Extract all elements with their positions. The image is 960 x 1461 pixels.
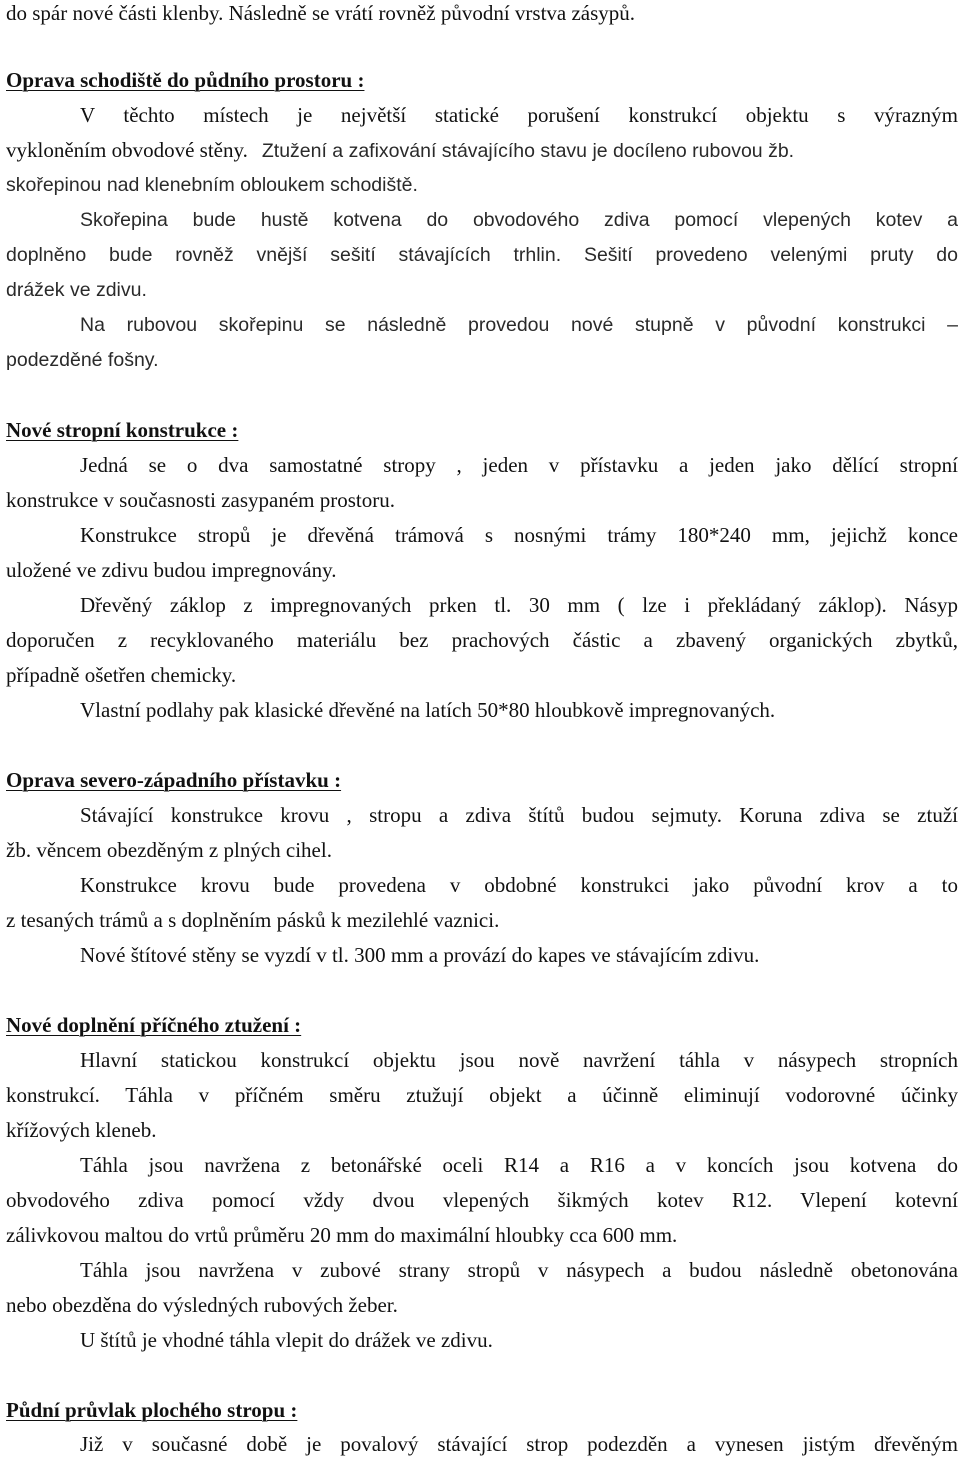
paragraph-line: křížových kleneb.: [6, 1118, 157, 1142]
paragraph-line: zálivkovou maltou do vrtů průměru 20 mm do maximální hloubky cca 600 mm.: [6, 1223, 678, 1247]
paragraph-line: V těchto místech je největší statické porušení konstrukcí objektu s výrazným: [80, 103, 958, 127]
paragraph-line: [6, 133, 794, 167]
paragraph-line: konstrukce v současnosti zasypaném prostoru.: [6, 488, 396, 512]
paragraph-line: Vlastní podlahy pak klasické dřevěné na latích 50*80 hloubkově impregnovaných.: [80, 698, 776, 722]
paragraph-line: Konstrukce krovu bude provedena v obdobné konstrukci jako původní krov a to: [80, 873, 958, 897]
paragraph-line: do spár nové části klenby. Následně se vrátí rovněž původní vrstva zásypů.: [6, 1, 636, 25]
paragraph-line: Táhla jsou navržena z betonářské oceli R14 a R16 a v koncích jsou kotvena do: [80, 1153, 958, 1177]
paragraph-line: doporučen z recyklovaného materiálu bez prachových částic a zbavený organických zbytků,: [6, 628, 958, 652]
paragraph-line: podezděné fošny.: [6, 349, 159, 371]
section-heading: Půdní průvlak plochého stropu :: [6, 1398, 298, 1422]
paragraph-line: z tesaných trámů a s doplněním pásků k mezilehlé vaznici.: [6, 908, 500, 932]
paragraph-line: U štítů je vhodné táhla vlepit do drážek ve zdivu.: [80, 1328, 493, 1352]
paragraph-line: Dřevěný záklop z impregnovaných prken tl. 30 mm ( lze i překládaný záklop). Násyp: [80, 593, 958, 617]
paragraph-line: Na rubovou skořepinu se následně provedou nové stupně v původní konstrukci –: [80, 314, 958, 336]
section-heading: Oprava severo-západního přístavku :: [6, 768, 342, 792]
paragraph-line: uložené ve zdivu budou impregnovány.: [6, 558, 337, 582]
paragraph-line: Stávající konstrukce krovu , stropu a zdiva štítů budou sejmuty. Koruna zdiva se ztuží: [80, 803, 958, 827]
section-heading: Oprava schodiště do půdního prostoru :: [6, 68, 365, 92]
section-heading: Nové doplnění příčného ztužení :: [6, 1013, 302, 1037]
paragraph-text: doplněno bude rovněž vnější sešití stávajících trhlin.: [6, 244, 562, 266]
paragraph-line: Nové štítové stěny se vyzdí v tl. 300 mm a provází do kapes ve stávajícím zdivu.: [80, 943, 760, 967]
paragraph-line: drážek ve zdivu.: [6, 279, 147, 301]
paragraph-text: vykloněním obvodové stěny.: [6, 138, 248, 162]
paragraph-line: Konstrukce stropů je dřevěná trámová s nosnými trámy 180*240 mm, jejichž konce: [80, 523, 958, 547]
paragraph-line: Táhla jsou navržena v zubové strany stropů v násypech a budou následně obetonována: [80, 1258, 958, 1282]
paragraph-line: obvodového zdiva pomocí vždy dvou vlepených šikmých kotev R12. Vlepení kotevní: [6, 1188, 958, 1212]
paragraph-line: Hlavní statickou konstrukcí objektu jsou nově navržení táhla v násypech stropních: [80, 1048, 958, 1072]
paragraph-line: Jedná se o dva samostatné stropy , jeden v přístavku a jeden jako dělící stropní: [80, 453, 958, 477]
section-heading: Nové stropní konstrukce :: [6, 418, 239, 442]
paragraph-line: Skořepina bude hustě kotvena do obvodového zdiva pomocí vlepených kotev a: [80, 209, 958, 231]
paragraph-line: skořepinou nad klenebním obloukem schodiště.: [6, 174, 418, 196]
paragraph-line: případně ošetřen chemicky.: [6, 663, 237, 687]
paragraph-line: konstrukcí. Táhla v příčném směru ztužují objekt a účinně eliminují vodorovné účinky: [6, 1083, 958, 1107]
paragraph-line: Již v současné době je povalový stávající strop podezděn a vynesen jistým dřevěným: [80, 1432, 958, 1456]
paragraph-line: nebo obezděna do výsledných rubových žeber.: [6, 1293, 398, 1317]
paragraph-line: žb. věncem obezděným z plných cihel.: [6, 838, 332, 862]
paragraph-line: [6, 238, 958, 272]
paragraph-text: Sešití provedeno velenými pruty do: [583, 244, 958, 266]
paragraph-text: Ztužení a zafixování stávajícího stavu je docíleno rubovou žb.: [261, 140, 795, 162]
